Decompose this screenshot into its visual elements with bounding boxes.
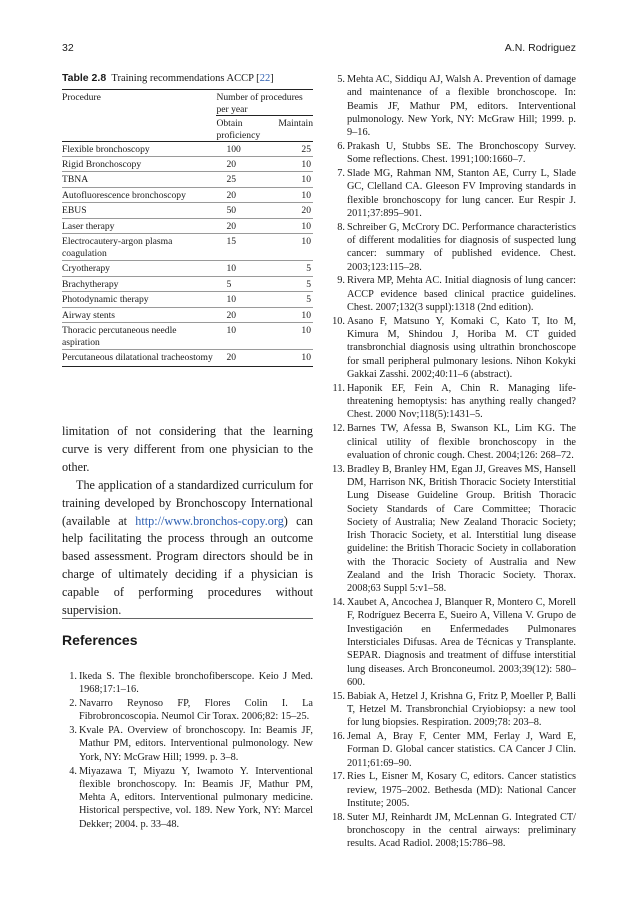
cell-procedure: Rigid Bronchoscopy — [62, 156, 216, 172]
reference-number: 13. — [332, 463, 345, 475]
reference-number: 16. — [332, 731, 345, 743]
reference-item — [62, 724, 313, 764]
reference-number: 18. — [332, 811, 345, 823]
reference-text: Haponik EF, Fein A, Chin R. Managing life-threatening hemoptysis: has anything really changed? Chest. 2000 Nov;118(5):1431–5. — [347, 382, 576, 421]
reference-number: 9. — [337, 275, 345, 287]
table-row — [62, 276, 313, 292]
reference-number: 17. — [332, 771, 345, 783]
cell-procedure: Flexible bronchoscopy — [62, 142, 216, 157]
reference-text: Ries L, Eisner M, Kosary C, editors. Cancer statistics review, 1975–2002. Bethesda (MD): National Cancer Institute; 2005. — [347, 771, 576, 810]
reference-text: Schreiber G, McCrory DC. Performance characteristics of different modalities for diagnosis of suspected lung cancer: summary of published evidence. Chest. 2003;123:115–28. — [347, 221, 576, 273]
references-left-column — [62, 670, 313, 832]
cell-maintain: 10 — [265, 172, 313, 188]
table-caption-close: ] — [270, 73, 274, 84]
reference-text: Xaubet A, Ancochea J, Blanquer R, Montero C, Morell F, Rodríguez Becerra E, Sueiro A, Villena V. Grupo de Investigación en Enfermedades Pulmonares Intersticiales Difusas. Area de Técnicas y Transplante. SEPAR. Diagnosis and treatment of diffuse interstitial lung diseases. Arch Bronconeumol. 2003;39(12): 580–600. — [347, 597, 576, 688]
reference-item — [330, 463, 576, 596]
table-caption — [62, 72, 313, 85]
reference-item — [330, 382, 576, 422]
cell-maintain: 25 — [265, 142, 313, 157]
cell-maintain: 5 — [265, 276, 313, 292]
cell-maintain: 10 — [265, 187, 313, 203]
reference-text: Miyazawa T, Miyazu Y, Iwamoto Y. Interventional flexible bronchoscopy. In: Beamis JF, Mathur PM, Mehta A, editors. Interventional pulmonary medicine. Historical perspective, vol. 189. New York, NY: Marcel Dekker; 2004. p. 33–48. — [79, 765, 313, 830]
cell-maintain: 10 — [265, 323, 313, 350]
running-head — [62, 42, 576, 56]
cell-maintain: 10 — [265, 218, 313, 234]
cell-procedure: Laser therapy — [62, 218, 216, 234]
reference-text: Slade MG, Rahman NM, Stanton AE, Curry L, Slade GC, Clelland CA. Gleeson FV Improving standards in flexible bronchoscopy for lung cancer. Eur Respir J. 2011;37:895–901. — [347, 168, 576, 219]
reference-number: 1. — [69, 671, 77, 682]
reference-number: 5. — [337, 74, 345, 85]
body-text — [62, 423, 313, 620]
curriculum-url-link[interactable]: http://www.bronchos-copy.org — [135, 513, 284, 528]
reference-text: Suter MJ, Reinhardt JM, McLennan G. Integrated CT/ bronchoscopy in the central airways: preliminary results. Acad Radiol. 2008;15:786–98. — [347, 811, 576, 850]
table-row — [62, 142, 313, 157]
reference-item — [330, 690, 576, 730]
table-row — [62, 234, 313, 261]
table-row — [62, 172, 313, 188]
table-row — [62, 323, 313, 350]
reference-item — [62, 697, 313, 724]
cell-obtain: 20 — [216, 350, 264, 367]
table-row — [62, 187, 313, 203]
cell-maintain: 10 — [265, 350, 313, 367]
reference-number: 3. — [69, 725, 77, 737]
reference-text: Prakash U, Stubbs SE. The Bronchoscopy Survey. Some reflections. Chest. 1991;100:1660–7. — [347, 140, 576, 166]
cell-obtain: 15 — [216, 234, 264, 261]
paragraph-2: The application of a standardized curriculum for training developed by Bronchoscopy International (available at http://www.bronchos-copy.org) can help facilitating the process through an outcome based assessment. Program directors should be in charge of ultimately deciding if a physician is capable of performing procedures without supervision. — [62, 477, 313, 618]
cell-obtain: 50 — [216, 203, 264, 219]
reference-item — [330, 167, 576, 220]
reference-item — [330, 770, 576, 810]
reference-item — [330, 596, 576, 689]
reference-text: Kvale PA. Overview of bronchoscopy. In: Beamis JF, Mathur PM, editors. Interventional pulmonology. New York, NY: McGraw Hill; 1999. p. 3–8. — [79, 725, 313, 763]
cell-procedure: EBUS — [62, 203, 216, 219]
table-row — [62, 203, 313, 219]
cell-maintain: 10 — [265, 307, 313, 323]
reference-item — [62, 670, 313, 697]
reference-item — [330, 315, 576, 381]
table-header-row — [62, 90, 313, 116]
header-obtain: Obtain proficiency — [216, 116, 264, 142]
header-number: Number of procedures per year — [216, 90, 313, 116]
table-caption-text: Training recommendations ACCP [ — [111, 73, 260, 84]
reference-number: 11. — [332, 382, 345, 394]
reference-number: 7. — [337, 168, 345, 180]
cell-obtain: 100 — [216, 142, 264, 157]
reference-item — [62, 765, 313, 831]
cell-obtain: 20 — [216, 307, 264, 323]
references-divider — [62, 618, 313, 619]
cell-procedure: TBNA — [62, 172, 216, 188]
cell-obtain: 5 — [216, 276, 264, 292]
reference-text: Jemal A, Bray F, Center MM, Ferlay J, Ward E, Forman D. Global cancer statistics. CA Cancer J Clin. 2011;61:69–90. — [347, 731, 576, 769]
training-table — [62, 89, 313, 367]
cell-obtain: 20 — [216, 218, 264, 234]
reference-text: Barnes TW, Afessa B, Swanson KL, Lim KG. The clinical utility of flexible bronchoscopy in the evaluation of chronic cough. Chest. 2004;126: 268–72. — [347, 423, 576, 461]
reference-text: Navarro Reynoso FP, Flores Colin I. La Fibrobroncoscopia. Neumol Cir Torax. 2006;82: 15–25. — [79, 698, 313, 723]
cell-procedure: Autofluorescence bronchoscopy — [62, 187, 216, 203]
reference-item — [330, 140, 576, 167]
table-row — [62, 156, 313, 172]
cell-maintain: 20 — [265, 203, 313, 219]
paragraph-1: limitation of not considering that the learning curve is very different from one physician to the other. — [62, 424, 313, 474]
table-label: Table 2.8 — [62, 72, 107, 84]
reference-item — [330, 730, 576, 770]
reference-number: 6. — [337, 140, 345, 152]
reference-text: Rivera MP, Mehta AC. Initial diagnosis of lung cancer: ACCP evidence based clinical practice guidelines. Chest. 2007;132(3 suppl):1318 (2nd edition). — [347, 275, 576, 314]
table-row — [62, 218, 313, 234]
cell-maintain: 10 — [265, 156, 313, 172]
cell-obtain: 10 — [216, 292, 264, 308]
reference-number: 12. — [332, 423, 345, 435]
reference-text: Bradley B, Branley HM, Egan JJ, Greaves MS, Hansell DM, Harrison NK, British Thoracic Society Interstitial Lung Disease Guideline Group. British Thoracic Society Standards of Care Committee; Thoracic Society of Australia; New Zealand Thoracic Society; Irish Thoracic Society, et al. Interstitial lung disease guideline: the British Thoracic Society in collaboration with the Thoracic Society of Australia and New Zealand and the Irish Thoracic Society. Thorax. 2008;63 Suppl 5:v1–58. — [347, 463, 576, 595]
cell-procedure: Brachytherapy — [62, 276, 216, 292]
reference-number: 2. — [69, 698, 77, 710]
running-head-author: A.N. Rodriguez — [504, 42, 576, 54]
table-row — [62, 261, 313, 277]
reference-item — [330, 73, 576, 139]
cell-obtain: 25 — [216, 172, 264, 188]
reference-text: Asano F, Matsuno Y, Komaki C, Kato T, Ito M, Kimura M, Shindou J, Horiba M. CT guided transbronchial diagnosis using ultrathin bronchoscope for small peripheral pulmonary lesions. Nihon Kokyki Gakkai Zasshi. 2002;40:11–6 (abstract). — [347, 315, 576, 381]
cell-obtain: 20 — [216, 156, 264, 172]
reference-number: 14. — [332, 597, 345, 609]
references-heading: References — [62, 632, 138, 648]
table-subheader-row — [62, 116, 313, 142]
cell-procedure: Airway stents — [62, 307, 216, 323]
reference-item — [330, 221, 576, 274]
cell-procedure: Photodynamic therapy — [62, 292, 216, 308]
cell-maintain: 5 — [265, 292, 313, 308]
reference-text: Babiak A, Hetzel J, Krishna G, Fritz P, Moeller P, Balli T, Hetzel M. Transbronchial Cryiobiopsy: a new tool for lung biopsies. Respiration. 2009;78: 203–8. — [347, 690, 576, 729]
reference-number: 8. — [337, 221, 345, 233]
reference-item — [330, 422, 576, 462]
reference-item — [330, 274, 576, 314]
reference-text: Mehta AC, Siddiqu AJ, Walsh A. Prevention of damage and maintenance of a flexible bronchoscope. In: Beamis JF, Mathur PM, editors. Interventional pulmonology. New York, NY: McGraw Hill; 1999. p. 9–16. — [347, 74, 576, 139]
header-maintain: Maintain — [265, 116, 313, 142]
cell-maintain: 10 — [265, 234, 313, 261]
cell-obtain: 10 — [216, 261, 264, 277]
table-citation-link[interactable]: 22 — [259, 73, 271, 84]
cell-obtain: 10 — [216, 323, 264, 350]
reference-text: Ikeda S. The flexible bronchofiberscope. Keio J Med. 1968;17:1–16. — [79, 671, 313, 696]
left-column — [62, 72, 313, 367]
page-number: 32 — [62, 42, 74, 54]
cell-procedure: Thoracic percutaneous needle aspiration — [62, 323, 216, 350]
references-right-column — [330, 73, 576, 851]
cell-procedure: Electrocautery-argon plasma coagulation — [62, 234, 216, 261]
reference-number: 15. — [332, 690, 345, 702]
table-row — [62, 350, 313, 367]
header-procedure: Procedure — [62, 90, 216, 116]
cell-procedure: Cryotherapy — [62, 261, 216, 277]
reference-number: 4. — [69, 765, 77, 777]
reference-number: 10. — [332, 315, 345, 327]
cell-procedure: Percutaneous dilatational tracheostomy — [62, 350, 216, 367]
cell-maintain: 5 — [265, 261, 313, 277]
table-row — [62, 307, 313, 323]
cell-obtain: 20 — [216, 187, 264, 203]
table-row — [62, 292, 313, 308]
reference-item — [330, 811, 576, 851]
